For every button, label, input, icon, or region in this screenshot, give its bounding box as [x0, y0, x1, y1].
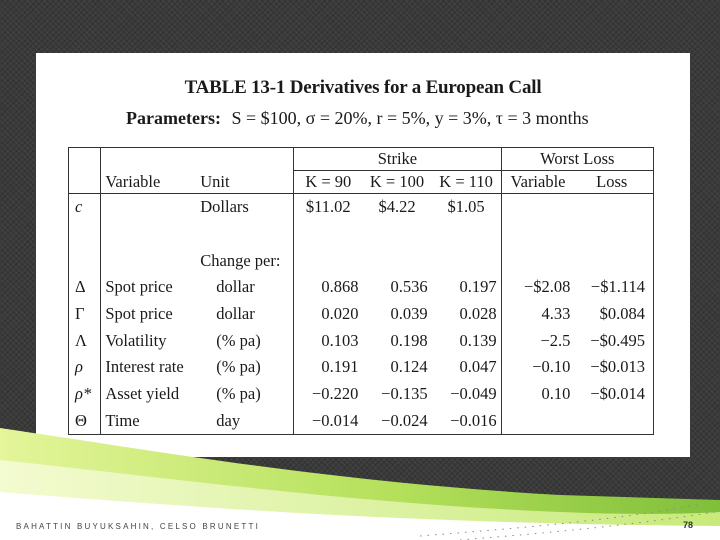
cell-k90: −0.014 [294, 407, 363, 434]
cell-wl-loss: −$0.495 [590, 330, 645, 350]
cell-k90: 0.868 [294, 274, 363, 301]
col-worst-loss-loss: Loss [574, 171, 653, 194]
page-number: 78 [683, 520, 694, 530]
footer-author: BAHATTIN BUYUKSAHIN, CELSO BRUNETTI [16, 522, 260, 531]
cell-wl-loss: −$1.114 [590, 277, 645, 297]
col-k90: K = 90 [294, 171, 363, 194]
cell-k110: $1.05 [447, 197, 485, 217]
table-row-price [69, 194, 654, 221]
cell-wl-variable: 0.10 [501, 381, 574, 408]
row-symbol: Δ [75, 277, 86, 297]
table-row-rho [69, 354, 654, 381]
derivatives-table [68, 147, 654, 435]
group-header-worst-loss: Worst Loss [501, 148, 653, 171]
row-symbol: ρ [75, 357, 83, 377]
row-unit: Dollars [200, 197, 249, 217]
cell-k110: 0.139 [459, 330, 497, 350]
cell-k100: −0.024 [381, 410, 428, 430]
row-symbol: Θ [75, 410, 87, 430]
cell-k100: $4.22 [378, 197, 416, 217]
cell-k100: 0.039 [390, 303, 428, 323]
col-unit: Unit [196, 171, 293, 194]
cell-k110: −0.049 [450, 383, 497, 403]
table-row-change-per [69, 247, 654, 274]
group-header-row [69, 148, 654, 171]
table-title: TABLE 13-1 Derivatives for a European Call [184, 77, 542, 98]
cell-k110: −0.016 [450, 410, 497, 430]
cell-wl-variable: −0.10 [501, 354, 574, 381]
row-symbol: Γ [75, 303, 85, 323]
cell-k90: 0.191 [294, 354, 363, 381]
cell-k90: −0.220 [294, 381, 363, 408]
cell-k110: 0.197 [459, 277, 497, 297]
cell-k90: $11.02 [294, 194, 363, 221]
row-unit: (% pa) [216, 330, 261, 350]
cell-wl-loss: −$0.014 [590, 383, 645, 403]
row-variable [101, 194, 196, 221]
column-header-row [69, 171, 654, 194]
cell-wl-variable [501, 194, 574, 221]
cell-wl-loss [574, 194, 653, 221]
cell-k100: 0.124 [390, 357, 428, 377]
row-variable: Spot price [101, 301, 196, 328]
cell-wl-loss: $0.084 [599, 303, 645, 323]
cell-k110: 0.028 [459, 303, 497, 323]
cell-k100: 0.198 [390, 330, 428, 350]
cell-wl-variable: −2.5 [501, 327, 574, 354]
parameters-label: Parameters: [126, 108, 221, 128]
row-variable: Asset yield [101, 381, 196, 408]
table-row-gamma [69, 301, 654, 328]
row-unit: dollar [216, 277, 255, 297]
row-unit: day [216, 410, 241, 430]
row-variable: Time [101, 407, 196, 434]
col-variable: Variable [101, 171, 196, 194]
row-variable: Volatility [101, 327, 196, 354]
cell-wl-variable: −$2.08 [501, 274, 574, 301]
cell-k100: −0.135 [381, 383, 428, 403]
table-row-lambda [69, 327, 654, 354]
cell-k90: 0.103 [294, 327, 363, 354]
col-worst-loss-variable: Variable [501, 171, 574, 194]
cell-k90: 0.020 [294, 301, 363, 328]
row-variable: Spot price [101, 274, 196, 301]
col-k100: K = 100 [362, 171, 431, 194]
cell-k100: 0.536 [390, 277, 428, 297]
row-symbol: Λ [75, 330, 87, 350]
row-variable: Interest rate [101, 354, 196, 381]
row-unit: dollar [216, 303, 255, 323]
row-symbol: c [75, 197, 83, 217]
row-symbol: ρ* [75, 383, 92, 403]
table-row-delta [69, 274, 654, 301]
slide-card [36, 53, 690, 457]
parameters-line [126, 108, 589, 129]
cell-wl-loss: −$0.013 [590, 357, 645, 377]
col-k110: K = 110 [432, 171, 502, 194]
cell-k110: 0.047 [459, 357, 497, 377]
row-unit: (% pa) [216, 383, 261, 403]
row-unit: (% pa) [216, 357, 261, 377]
table-row-rho-star [69, 381, 654, 408]
parameters-value: S = $100, σ = 20%, r = 5%, y = 3%, τ = 3 months [231, 108, 589, 128]
change-per-label: Change per: [200, 250, 281, 270]
group-header-strike: Strike [294, 148, 501, 171]
cell-wl-variable: 4.33 [501, 301, 574, 328]
